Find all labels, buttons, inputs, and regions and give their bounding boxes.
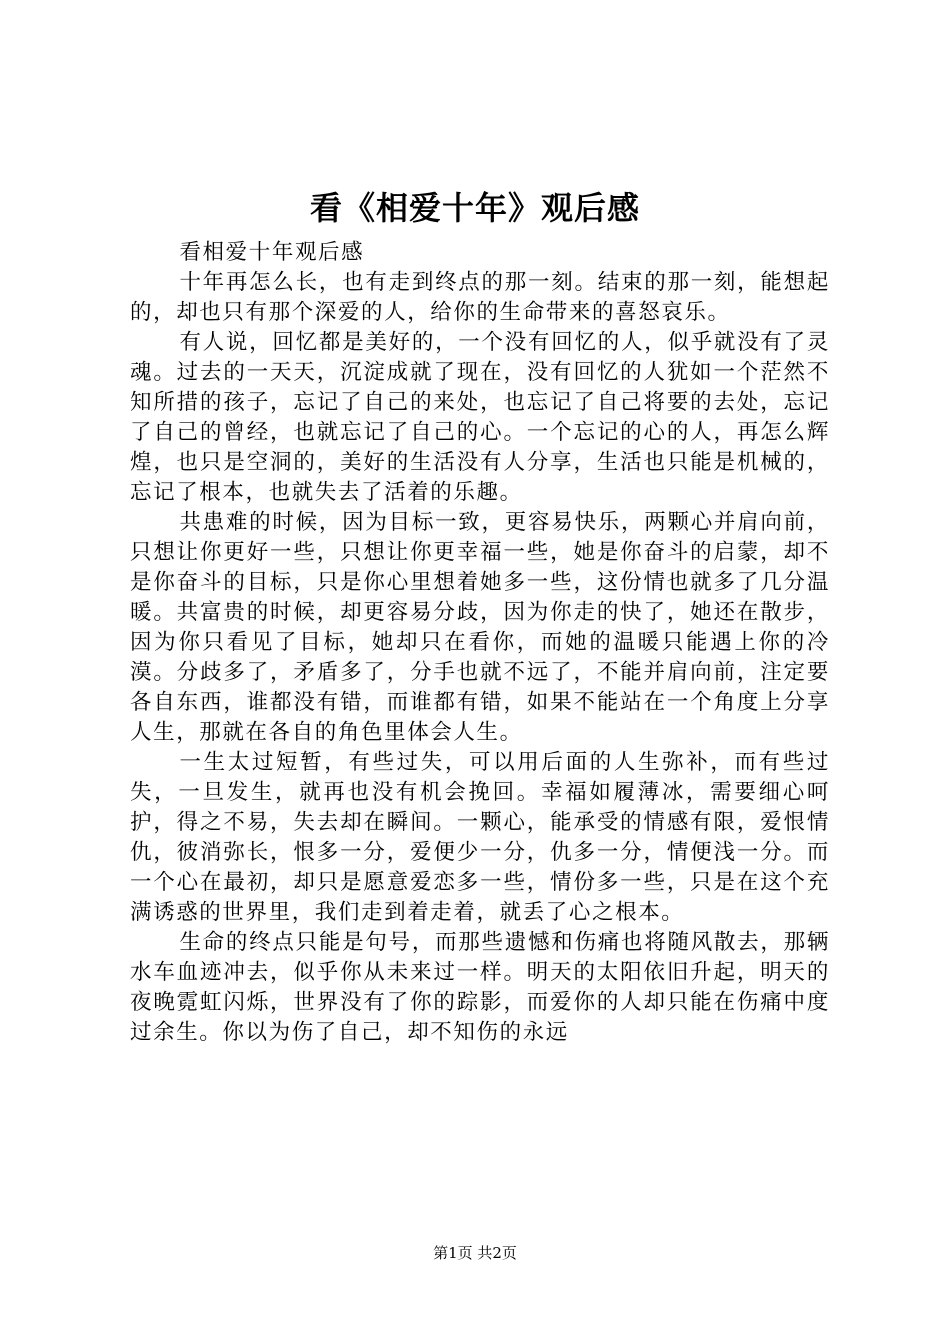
paragraph: 生命的终点只能是句号，而那些遗憾和伤痛也将随风散去，那辆水车血迹冲去，似乎你从未来过一样。明天的太阳依旧升起，明天的夜晚霓虹闪烁，世界没有了你的踪影，而爱你的人却只能在伤痛中度过余生。你以为伤了自己，却不知伤的永远 <box>130 930 830 1045</box>
paragraph: 十年再怎么长，也有走到终点的那一刻。结束的那一刻，能想起的，却也只有那个深爱的人，给你的生命带来的喜怒哀乐。 <box>130 270 830 325</box>
page-footer: 第1页 共2页 <box>433 1244 517 1262</box>
paragraph: 一生太过短暂，有些过失，可以用后面的人生弥补，而有些过失，一旦发生，就再也没有机会挽回。幸福如履薄冰，需要细心呵护，得之不易，失去却在瞬间。一颗心，能承受的情感有限，爱恨情仇，彼消弥长，恨多一分，爱便少一分，仇多一分，情便浅一分。而一个心在最初，却只是愿意爱恋多一些，情份多一些，只是在这个充满诱惑的世界里，我们走到着走着，就丢了心之根本。 <box>130 750 830 925</box>
document-body <box>130 238 830 1048</box>
paragraph: 有人说，回忆都是美好的，一个没有回忆的人，似乎就没有了灵魂。过去的一天天，沉淀成就了现在，没有回忆的人犹如一个茫然不知所措的孩子，忘记了自己的来处，也忘记了自己将要的去处，忘记了自己的曾经，也就忘记了自己的心。一个忘记的心的人，再怎么辉煌，也只是空洞的，美好的生活没有人分享，生活也只能是机械的，忘记了根本，也就失去了活着的乐趣。 <box>130 330 830 505</box>
document-title: 看《相爱十年》观后感 <box>309 189 640 227</box>
paragraph-subtitle: 看相爱十年观后感 <box>179 240 365 265</box>
paragraph: 共患难的时候，因为目标一致，更容易快乐，两颗心并肩向前，只想让你更好一些，只想让你更幸福一些，她是你奋斗的启蒙，却不是你奋斗的目标，只是你心里想着她多一些，这份情也就多了几分温暖。共富贵的时候，却更容易分歧，因为你走的快了，她还在散步，因为你只看见了目标，她却只在看你，而她的温暖只能遇上你的冷漠。分歧多了，矛盾多了，分手也就不远了，不能并肩向前，注定要各自东西，谁都没有错，而谁都有错，如果不能站在一个角度上分享人生，那就在各自的角色里体会人生。 <box>130 510 830 745</box>
